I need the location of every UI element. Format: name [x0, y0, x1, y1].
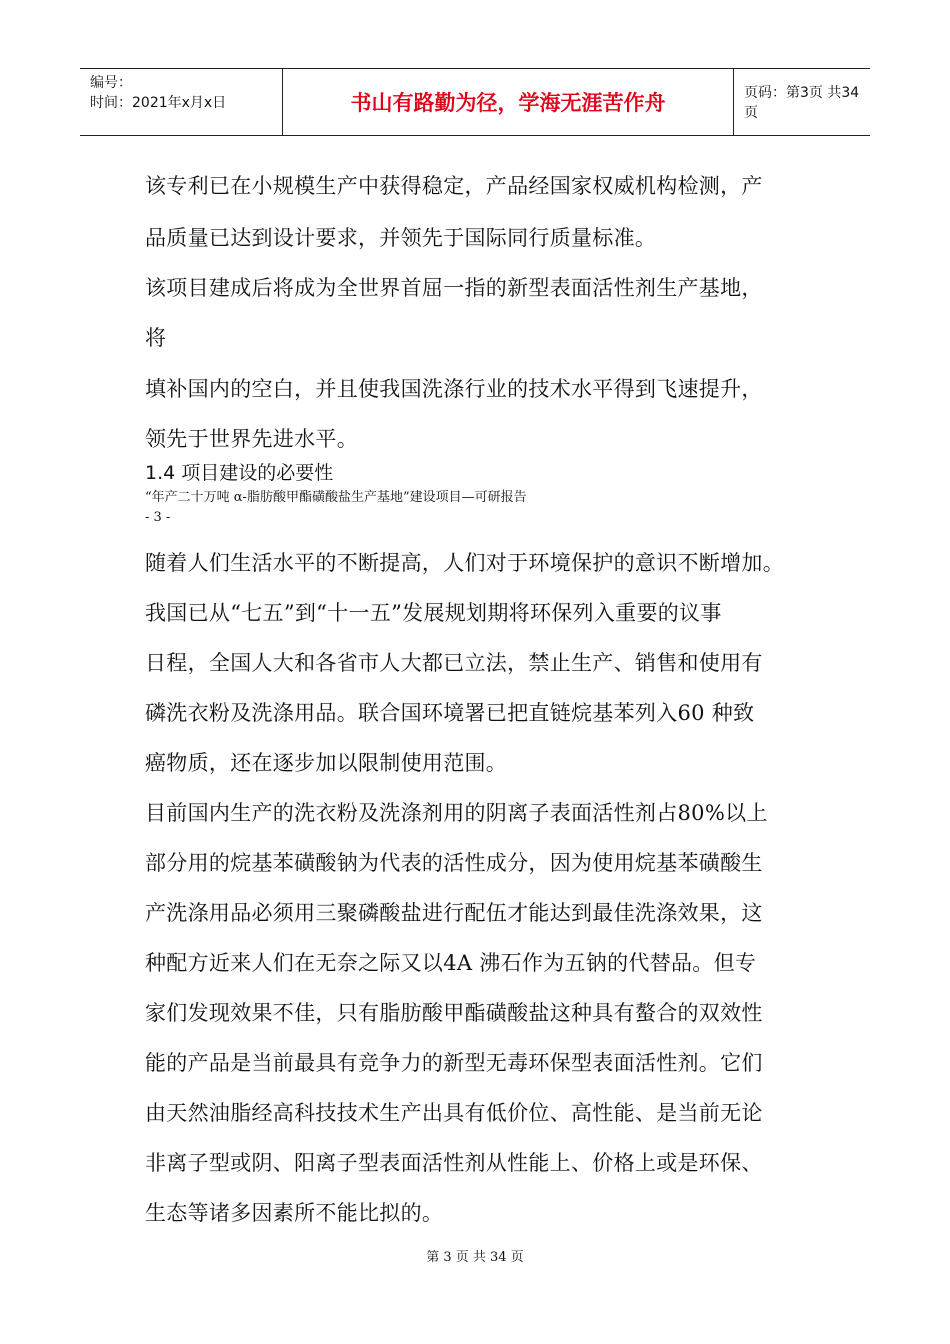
body-line: 生态等诸多因素所不能比拟的。	[145, 1201, 444, 1225]
project-title: “年产二十万吨 α-脂肪酸甲酯磺酸盐生产基地”建设项目—可研报告	[145, 490, 527, 505]
body-line: 磷洗衣粉及洗涤用品。联合国环境署已把直链烷基苯列入60 种致	[145, 701, 755, 725]
body-line: 目前国内生产的洗衣粉及洗涤剂用的阴离子表面活性剂占80%以上	[145, 801, 768, 825]
body-line: 家们发现效果不佳，只有脂肪酸甲酯磺酸盐这种具有螯合的双效性	[145, 1001, 763, 1025]
page-marker: - 3 -	[145, 510, 171, 525]
body-line: 由天然油脂经高科技技术生产出具有低价位、高性能、是当前无论	[145, 1101, 763, 1125]
body-line: 该项目建成后将成为全世界首屈一指的新型表面活性剂生产基地，	[145, 276, 763, 300]
page-footer: 第 3 页 共 34 页	[426, 1250, 524, 1265]
body-line: 该专利已在小规模生产中获得稳定，产品经国家权威机构检测，产	[145, 174, 763, 198]
body-line: 非离子型或阴、阳离子型表面活性剂从性能上、价格上或是环保、	[145, 1151, 763, 1175]
header-page-number: 页码：第3页 共34页	[744, 85, 860, 121]
header-motto: 书山有路勤为径，学海无涯苦作舟	[282, 69, 734, 135]
body-line: 将	[145, 326, 167, 350]
body-line: 随着人们生活水平的不断提高，人们对于环境保护的意识不断增加。	[145, 551, 784, 575]
body-line: 种配方近来人们在无奈之际又以4A 沸石作为五钠的代替品。但专	[145, 951, 757, 975]
body-line: 品质量已达到设计要求，并领先于国际同行质量标准。	[145, 226, 657, 250]
body-line: 领先于世界先进水平。	[145, 427, 358, 451]
body-line: 癌物质，还在逐步加以限制使用范围。	[145, 751, 508, 775]
section-heading: 1.4 项目建设的必要性	[145, 462, 334, 484]
document-date: 时间：2021年x月x日	[90, 95, 227, 111]
body-line: 能的产品是当前最具有竞争力的新型无毒环保型表面活性剂。它们	[145, 1051, 763, 1075]
body-line: 产洗涤用品必须用三聚磷酸盐进行配伍才能达到最佳洗涤效果，这	[145, 901, 763, 925]
document-number-label: 编号：	[90, 75, 132, 91]
body-line: 部分用的烷基苯磺酸钠为代表的活性成分，因为使用烷基苯磺酸生	[145, 851, 763, 875]
body-line: 日程，全国人大和各省市人大都已立法，禁止生产、销售和使用有	[145, 651, 763, 675]
page-header	[80, 68, 870, 136]
body-line: 我国已从“七五”到“十一五”发展规划期将环保列入重要的议事	[145, 601, 722, 625]
header-meta	[80, 69, 282, 135]
body-line: 填补国内的空白，并且使我国洗涤行业的技术水平得到飞速提升，	[145, 377, 763, 401]
